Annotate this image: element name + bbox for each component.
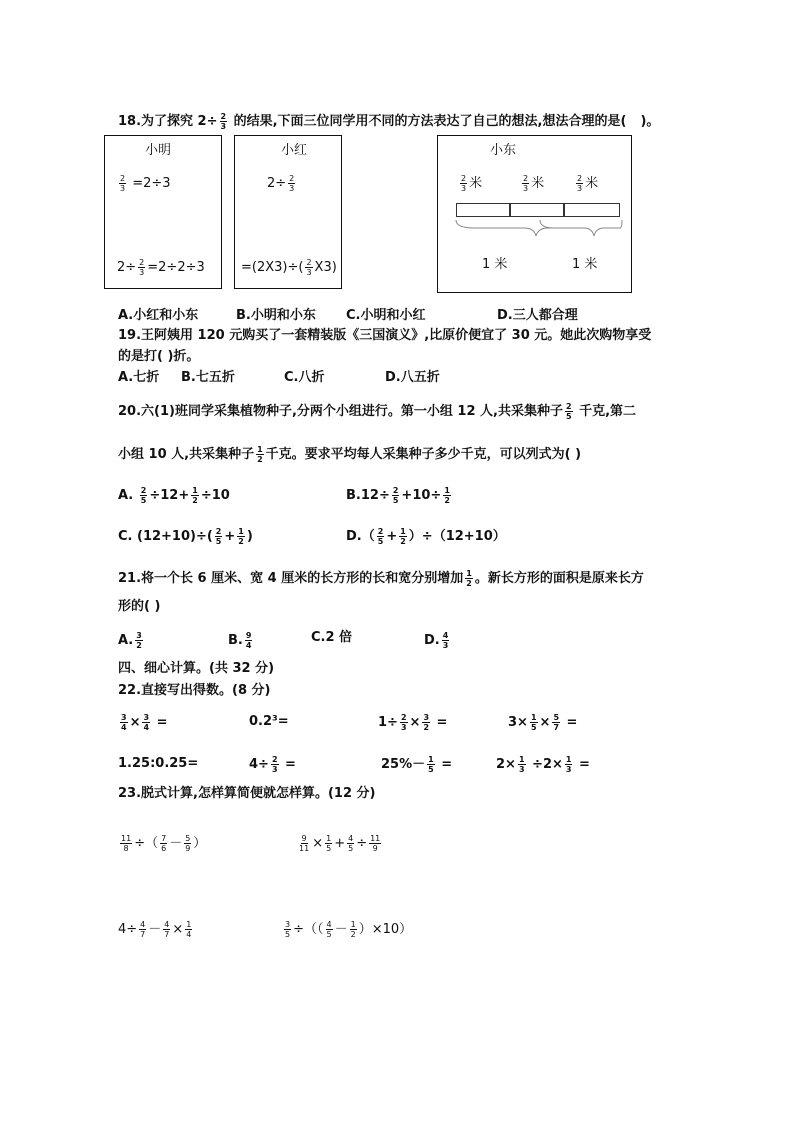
q23-expr-4: $\frac{3}{5}$ ÷（（ $\frac{4}{5}$ － $\frac{1}{2}$ ）×10）: [285, 920, 413, 939]
section4-title: 四、细心计算。(共 32 分): [118, 661, 275, 676]
bar-segment: [564, 203, 620, 217]
q22-title: 22.直接写出得数。(8 分): [118, 683, 271, 698]
q18-option-b: B.小明和小东: [236, 308, 316, 323]
xiaodong-name: 小东: [490, 143, 517, 158]
q22-r1c2: 0.2³=: [249, 714, 289, 729]
meter-label-right: 1 米: [572, 257, 598, 272]
q22-r1c1: $\frac{3}{4}$ × $\frac{3}{4}$ =: [121, 713, 168, 732]
q19-line1: 19.王阿姨用 120 元购买了一套精装版《三国演义》,比原价便宜了 30 元。她此次购物享受: [118, 328, 652, 343]
q20-line1: 20.六(1)班同学采集植物种子,分两个小组进行。第一小组 12 人,共采集种子 $\frac{2}{5}$ 千克,第二: [118, 402, 637, 421]
xiaohong-name: 小红: [281, 143, 308, 158]
q19-option-c: C.八折: [284, 370, 325, 385]
q22-r1c3: 1÷ $\frac{2}{3}$ × $\frac{3}{2}$ =: [378, 713, 448, 732]
xiaohong-box: [234, 135, 342, 289]
q21-line2: 形的( ): [118, 599, 161, 614]
q22-r2c2: 4÷ $\frac{2}{3}$ =: [249, 755, 296, 774]
q22-r2c3: 25%－ $\frac{1}{5}$ =: [381, 755, 453, 774]
q23-title: 23.脱式计算,怎样算简便就怎样算。(12 分): [118, 786, 376, 801]
fraction: $\frac{2}{3}$: [220, 112, 227, 131]
q18-stem: 18.为了探究 2÷ $\frac{2}{3}$ 的结果,下面三位同学用不同的方法表达了自己的想法,想法合理的是( )。: [118, 112, 660, 131]
q22-r2c1: 1.25:0.25=: [118, 756, 199, 771]
q23-expr-1: $\frac{11}{8}$ ÷（ $\frac{7}{6}$ － $\frac{5}{9}$ ）: [121, 834, 207, 853]
q21-option-b: B. $\frac{9}{4}$: [228, 631, 252, 650]
xiaohong-line1: 2÷ $\frac{2}{3}$: [267, 174, 295, 193]
segment-label-2: $\frac{2}{3}$ 米: [523, 174, 545, 193]
q18-option-c: C.小明和小红: [346, 308, 426, 323]
bar-segment: [456, 203, 510, 217]
meter-label-left: 1 米: [482, 257, 508, 272]
left-brace: [456, 220, 554, 236]
q18-option-d: D.三人都合理: [497, 308, 578, 323]
q18-option-a: A.小红和小东: [118, 308, 199, 323]
q22-r2c4: 2× $\frac{1}{3}$ ÷2× $\frac{1}{3}$ =: [496, 755, 590, 774]
xiaoming-name: 小明: [145, 143, 172, 158]
bar-segment: [510, 203, 564, 217]
q20-line2: 小组 10 人,共采集种子 $\frac{1}{2}$ 千克。要求平均每人采集种子多少千克，可以列式为( ): [118, 445, 582, 464]
xiaoming-box: [104, 135, 222, 289]
segment-label-1: $\frac{2}{3}$ 米: [461, 174, 483, 193]
q22-r1c4: 3× $\frac{1}{5}$ × $\frac{5}{7}$ =: [508, 713, 578, 732]
right-brace: [540, 220, 622, 236]
q21-option-a: A. $\frac{3}{2}$: [118, 631, 142, 650]
q20-option-a: A. $\frac{2}{5}$ ÷12+ $\frac{1}{2}$ ÷10: [118, 486, 230, 505]
q19-option-d: D.八五折: [385, 370, 440, 385]
segment-label-3: $\frac{2}{3}$ 米: [577, 174, 599, 193]
q20-option-c: C. (12+10)÷( $\frac{2}{5}$ + $\frac{1}{2}$ ): [118, 527, 253, 546]
q20-option-b: B.12÷ $\frac{2}{5}$ +10÷ $\frac{1}{2}$: [346, 486, 450, 505]
q23-expr-3: 4÷ $\frac{4}{7}$ － $\frac{4}{7}$ × $\frac{1}{4}$: [118, 920, 192, 939]
q20-option-d: D.（ $\frac{2}{5}$ + $\frac{1}{2}$ ）÷（12+10）: [346, 527, 506, 546]
xiaoming-line2: 2÷ $\frac{2}{3}$ =2÷2÷3: [117, 258, 205, 277]
q23-expr-2: $\frac{9}{11}$ × $\frac{1}{5}$ + $\frac{4}{5}$ ÷ $\frac{11}{9}$: [299, 834, 381, 853]
xiaoming-line1: $\frac{2}{3}$ =2÷3: [120, 174, 171, 193]
q19-option-b: B.七五折: [181, 370, 235, 385]
q21-option-c: C.2 倍: [311, 630, 353, 645]
q21-line1: 21.将一个长 6 厘米、宽 4 厘米的长方形的长和宽分别增加 $\frac{1}{2}$ 。新长方形的面积是原来长方: [118, 569, 644, 588]
xiaodong-box: [437, 135, 632, 293]
xiaohong-line2: =(2X3)÷( $\frac{2}{3}$ X3): [241, 258, 337, 277]
q21-option-d: D. $\frac{4}{3}$: [424, 631, 449, 650]
q19-line2: 的是打( )折。: [118, 349, 200, 364]
q19-option-a: A.七折: [118, 370, 160, 385]
brace-diagram: [454, 218, 624, 240]
